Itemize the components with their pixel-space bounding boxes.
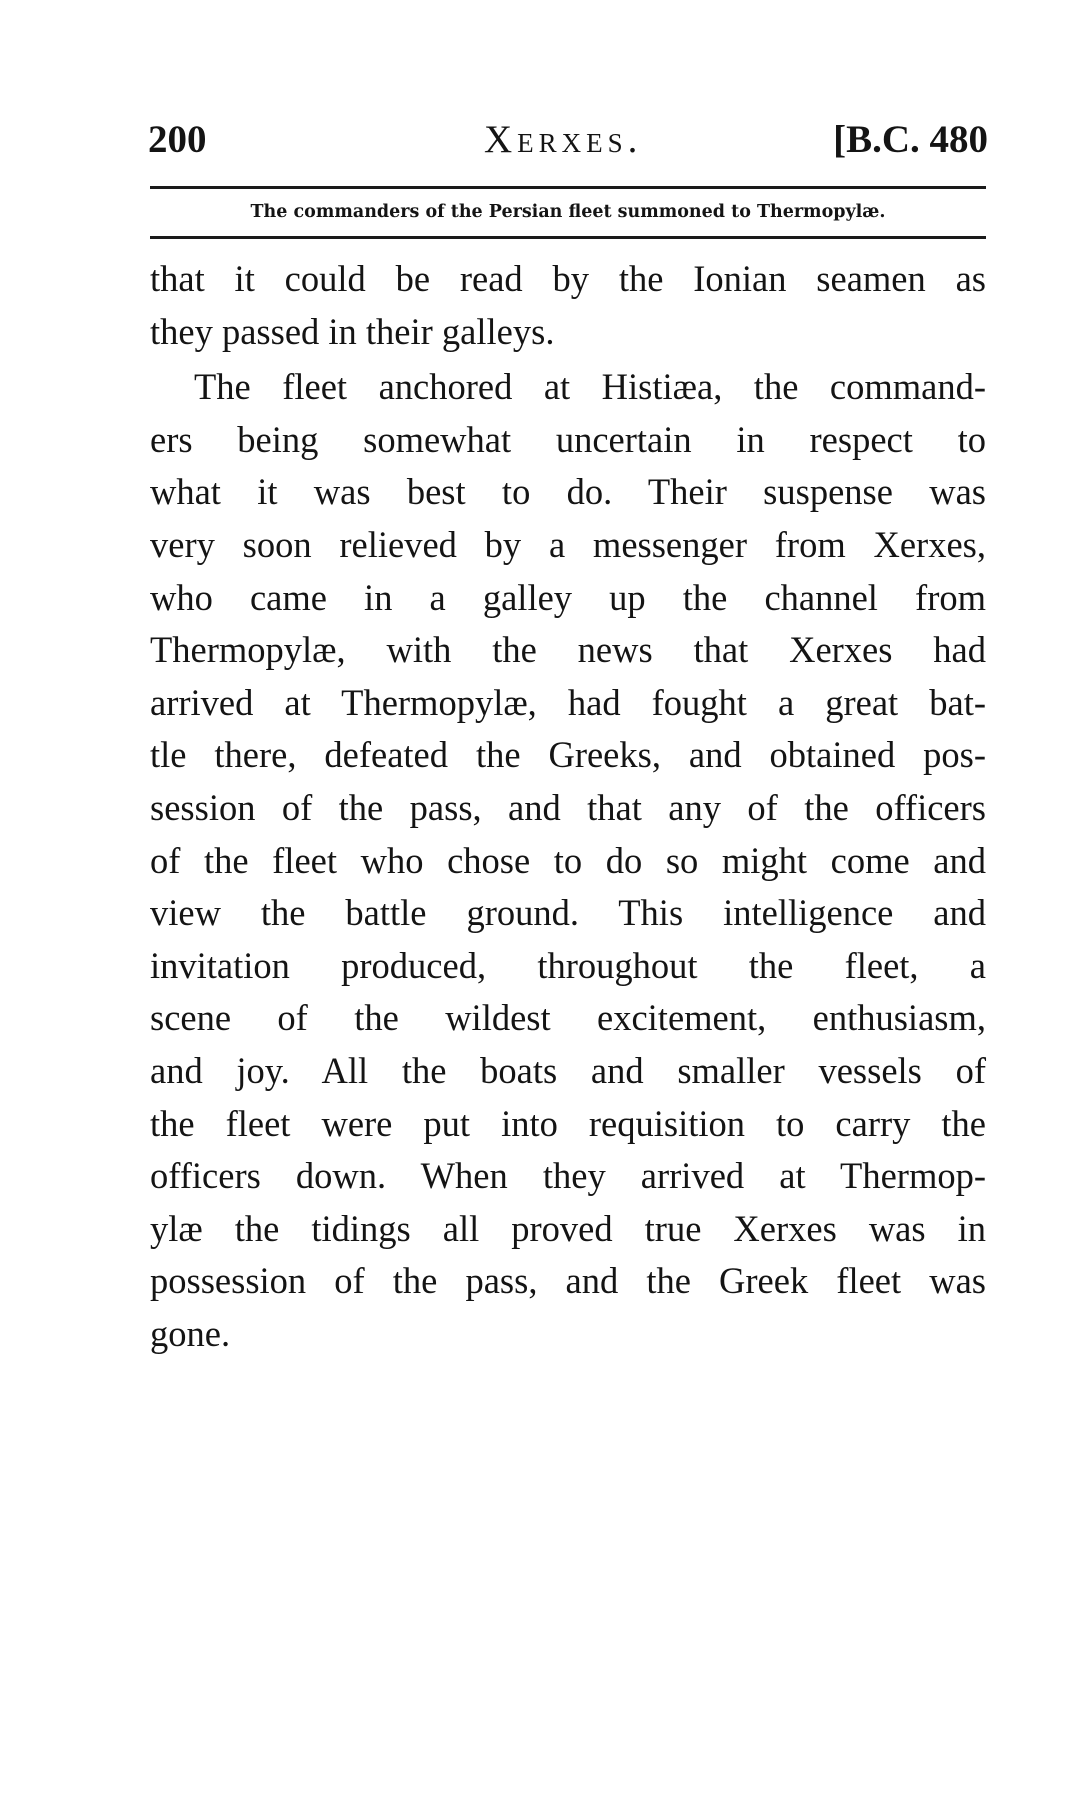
header-rule-bottom [150,236,986,239]
text-line: of the fleet who chose to do so might come and [150,839,986,881]
running-title: Xerxes. [484,118,643,161]
header-rule-top [150,186,986,189]
text-line: the fleet were put into requisition to carry the [150,1102,986,1144]
text-line: invitation produced, throughout the fleet, a [150,944,986,986]
text-line: tle there, defeated the Greeks, and obtained pos- [150,734,986,776]
running-head [148,112,988,168]
text-line: The fleet anchored at Histiæa, the command- [194,366,986,408]
text-line: ers being somewhat uncertain in respect to [150,418,986,460]
text-line: very soon relieved by a messenger from Xerxes, [150,523,986,565]
text-line: that it could be read by the Ionian seamen as [150,258,986,299]
text-line: they passed in their galleys. [150,310,555,352]
text-line: and joy. All the boats and smaller vessels of [150,1049,986,1091]
body-text [150,253,986,1360]
paragraph-2 [150,361,986,1360]
text-line: ylæ the tidings all proved true Xerxes was in [150,1207,986,1249]
text-line: who came in a galley up the channel from [150,576,986,618]
text-line: officers down. When they arrived at Thermop- [150,1155,986,1197]
text-line: gone. [150,1312,231,1354]
text-line: session of the pass, and that any of the officers [150,786,986,828]
page-caption: The commanders of the Persian fleet summoned to Thermopylæ. [250,202,886,222]
text-line: scene of the wildest excitement, enthusiasm, [150,997,986,1039]
page-number: 200 [148,118,207,161]
text-line: view the battle ground. This intelligence and [150,892,986,934]
text-line: what it was best to do. Their suspense was [150,471,986,513]
text-line: arrived at Thermopylæ, had fought a great bat- [150,681,986,723]
paragraph-1 [150,253,986,358]
text-line: possession of the pass, and the Greek fleet was [150,1260,986,1302]
text-line: Thermopylæ, with the news that Xerxes had [150,629,986,671]
date-label: [B.C. 480 [833,118,988,161]
